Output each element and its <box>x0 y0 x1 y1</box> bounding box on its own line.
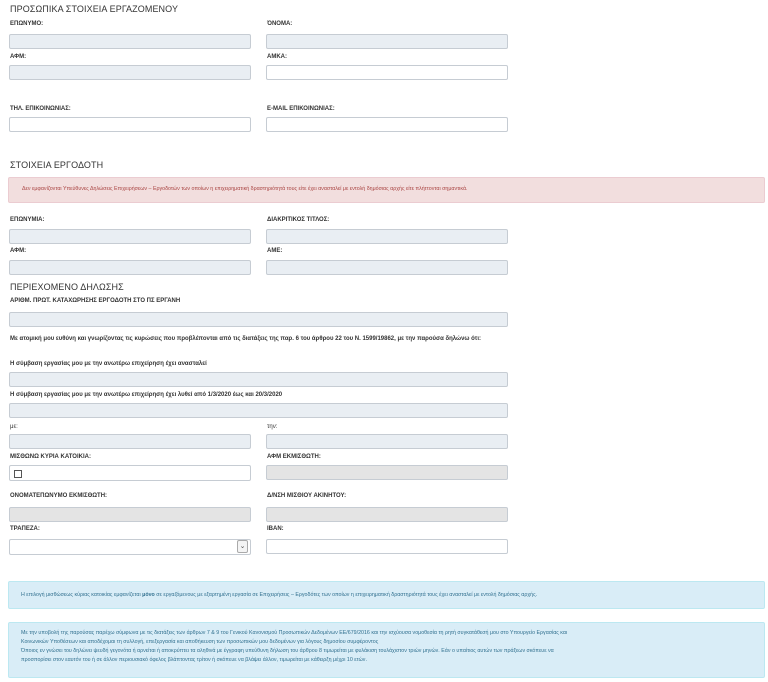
declaration-statement: Με ατομική μου ευθύνη και γνωρίζοντας τις κυρώσεις που προβλέπονται από τις διατάξεις της παρ. 6 του άρθρου 22 του Ν. 1599/19862, με την παρούσα δηλώνω ότι: <box>10 336 482 342</box>
surname-field[interactable] <box>9 34 251 49</box>
property-address-label: Δ/ΝΣΗ ΜΙΣΘΙΟΥ ΑΚΙΝΗΤΟΥ: <box>267 493 347 499</box>
declaration-section-title: ΠΕΡΙΕΧΟΜΕΝΟ ΔΗΛΩΣΗΣ <box>10 282 124 292</box>
trade-name-label: ΔΙΑΚΡΙΤΙΚΟΣ ΤΙΤΛΟΣ: <box>267 217 330 223</box>
phone-label: ΤΗΛ. ΕΠΙΚΟΙΝΩΝΙΑΣ: <box>10 106 71 112</box>
rent-residence-box <box>9 465 251 481</box>
consent-line-2: Κοινωνικών Υποθέσεων και αποδέχομαι τη συλλογή, επεξεργασία και αποθήκευση των προσωπικών μου δεδομένων για λόγους δημοσίου συμφέροντος <box>21 639 379 645</box>
ame-label: ΑΜΕ: <box>267 248 283 254</box>
rent-info-post: σε εργαζόμενους με εξαρτημένη εργασία σε Επιχειρήσεις – Εργοδότες των οποίων η επιχειρηματική δραστηριότητά τους έχει ανασταλεί με εντολή δημόσιας αρχής. <box>154 592 538 598</box>
amka-field[interactable] <box>266 65 508 80</box>
with-field[interactable] <box>9 434 251 449</box>
the-label: την: <box>267 424 278 430</box>
landlord-afm-field[interactable] <box>266 465 508 480</box>
rent-info-alert <box>8 581 765 609</box>
ame-field[interactable] <box>266 260 508 275</box>
amka-label: ΑΜΚΑ: <box>267 54 287 60</box>
contract-suspended-label: Η σύμβαση εργασίας μου με την ανωτέρω επιχείρηση έχει ανασταλεί <box>10 361 207 367</box>
afm-label: ΑΦΜ: <box>10 54 27 60</box>
property-address-field[interactable] <box>266 507 508 522</box>
rent-residence-label: ΜΙΣΘΩΝΩ ΚΥΡΙΑ ΚΑΤΟΙΚΙΑ: <box>10 454 91 460</box>
iban-label: IBAN: <box>267 526 284 532</box>
rent-info-pre: Η επιλογή μισθώσεως κύριας κατοικίας εμφανίζεται <box>21 592 143 598</box>
company-name-label: ΕΠΩΝΥΜΙΑ: <box>10 217 45 223</box>
rent-residence-checkbox[interactable] <box>14 470 22 478</box>
personal-section-title: ΠΡΟΣΩΠΙΚΑ ΣΤΟΙΧΕΙΑ ΕΡΓΑΖΟΜΕΝΟΥ <box>10 4 179 14</box>
contract-terminated-label: Η σύμβαση εργασίας μου με την ανωτέρω επιχείρηση έχει λυθεί από 1/3/2020 έως και 20/3/2020 <box>10 392 283 398</box>
consent-info-alert <box>8 622 765 678</box>
consent-line-1: Με την υποβολή της παρούσας παρέχω σύμφωνα με τις διατάξεις των άρθρων 7 & 9 του Γενικού Κανονισμού Προσωπικών Δεδομένων ΕΕ/679/2016 και την ισχύουσα νομοθεσία τη ρητή συγκατάθεσή μου στο Υπουργείο Εργασίας και <box>21 630 568 636</box>
email-field[interactable] <box>266 117 508 132</box>
with-label: με: <box>10 424 18 430</box>
iban-field[interactable] <box>266 539 508 554</box>
landlord-afm-label: ΑΦΜ ΕΚΜΙΣΘΩΤΗ: <box>267 454 321 460</box>
email-label: E-MAIL ΕΠΙΚΟΙΝΩΝΙΑΣ: <box>267 106 335 112</box>
contract-terminated-field[interactable] <box>9 403 508 418</box>
registration-label: ΑΡΙΘΜ. ΠΡΩΤ. ΚΑΤΑΧΩΡΗΣΗΣ ΕΡΓΟΔΟΤΗ ΣΤΟ ΠΣ ΕΡΓΑΝΗ <box>10 298 181 304</box>
employer-afm-field[interactable] <box>9 260 251 275</box>
chevron-down-icon[interactable]: ⌄ <box>237 540 248 553</box>
landlord-name-field[interactable] <box>9 507 251 522</box>
employer-section-title: ΣΤΟΙΧΕΙΑ ΕΡΓΟΔΟΤΗ <box>10 160 104 170</box>
name-label: ΌΝΟΜΑ: <box>267 21 293 27</box>
consent-line-4: προσπορίσει στον εαυτόν του ή σε άλλον περιουσιακό όφελος βλάπτοντας τρίτον ή σκόπευε να βλάψει άλλον, τιμωρείται με κάθειρξη μέχρι 10 ετών. <box>21 657 367 663</box>
registration-field[interactable] <box>9 312 508 327</box>
bank-label: ΤΡΑΠΕΖΑ: <box>10 526 40 532</box>
rent-info-bold: μόνο <box>142 592 155 598</box>
bank-select[interactable] <box>9 539 251 555</box>
company-name-field[interactable] <box>9 229 251 244</box>
surname-label: ΕΠΩΝΥΜΟ: <box>10 21 44 27</box>
afm-field[interactable] <box>9 65 251 80</box>
employer-afm-label: ΑΦΜ: <box>10 248 27 254</box>
phone-field[interactable] <box>9 117 251 132</box>
the-field[interactable] <box>266 434 508 449</box>
name-field[interactable] <box>266 34 508 49</box>
landlord-name-label: ΟΝΟΜΑΤΕΠΩΝΥΜΟ ΕΚΜΙΣΘΩΤΗ: <box>10 493 108 499</box>
consent-line-3: Όποιος εν γνώσει του δηλώνει ψευδή γεγονότα ή αρνείται ή αποκρύπτει τα αληθινά με έγγραφη υπεύθυνη δήλωση του άρθρου 8 τιμωρείται με φυλάκιση τουλάχιστον τριών μηνών. Εάν ο υπαίτιος αυτών των πράξεων σκόπευε να <box>21 648 554 654</box>
employer-alert: Δεν εμφανίζονται Υπεύθυνες Δηλώσεις Επιχειρήσεων – Εργοδοτών των οποίων η επιχειρηματική δραστηριότητά τους είτε έχει ανασταλεί με εντολή δημόσιας αρχής είτε πλήττονται σημαντικά. <box>8 177 765 203</box>
trade-name-field[interactable] <box>266 229 508 244</box>
contract-suspended-field[interactable] <box>9 372 508 387</box>
